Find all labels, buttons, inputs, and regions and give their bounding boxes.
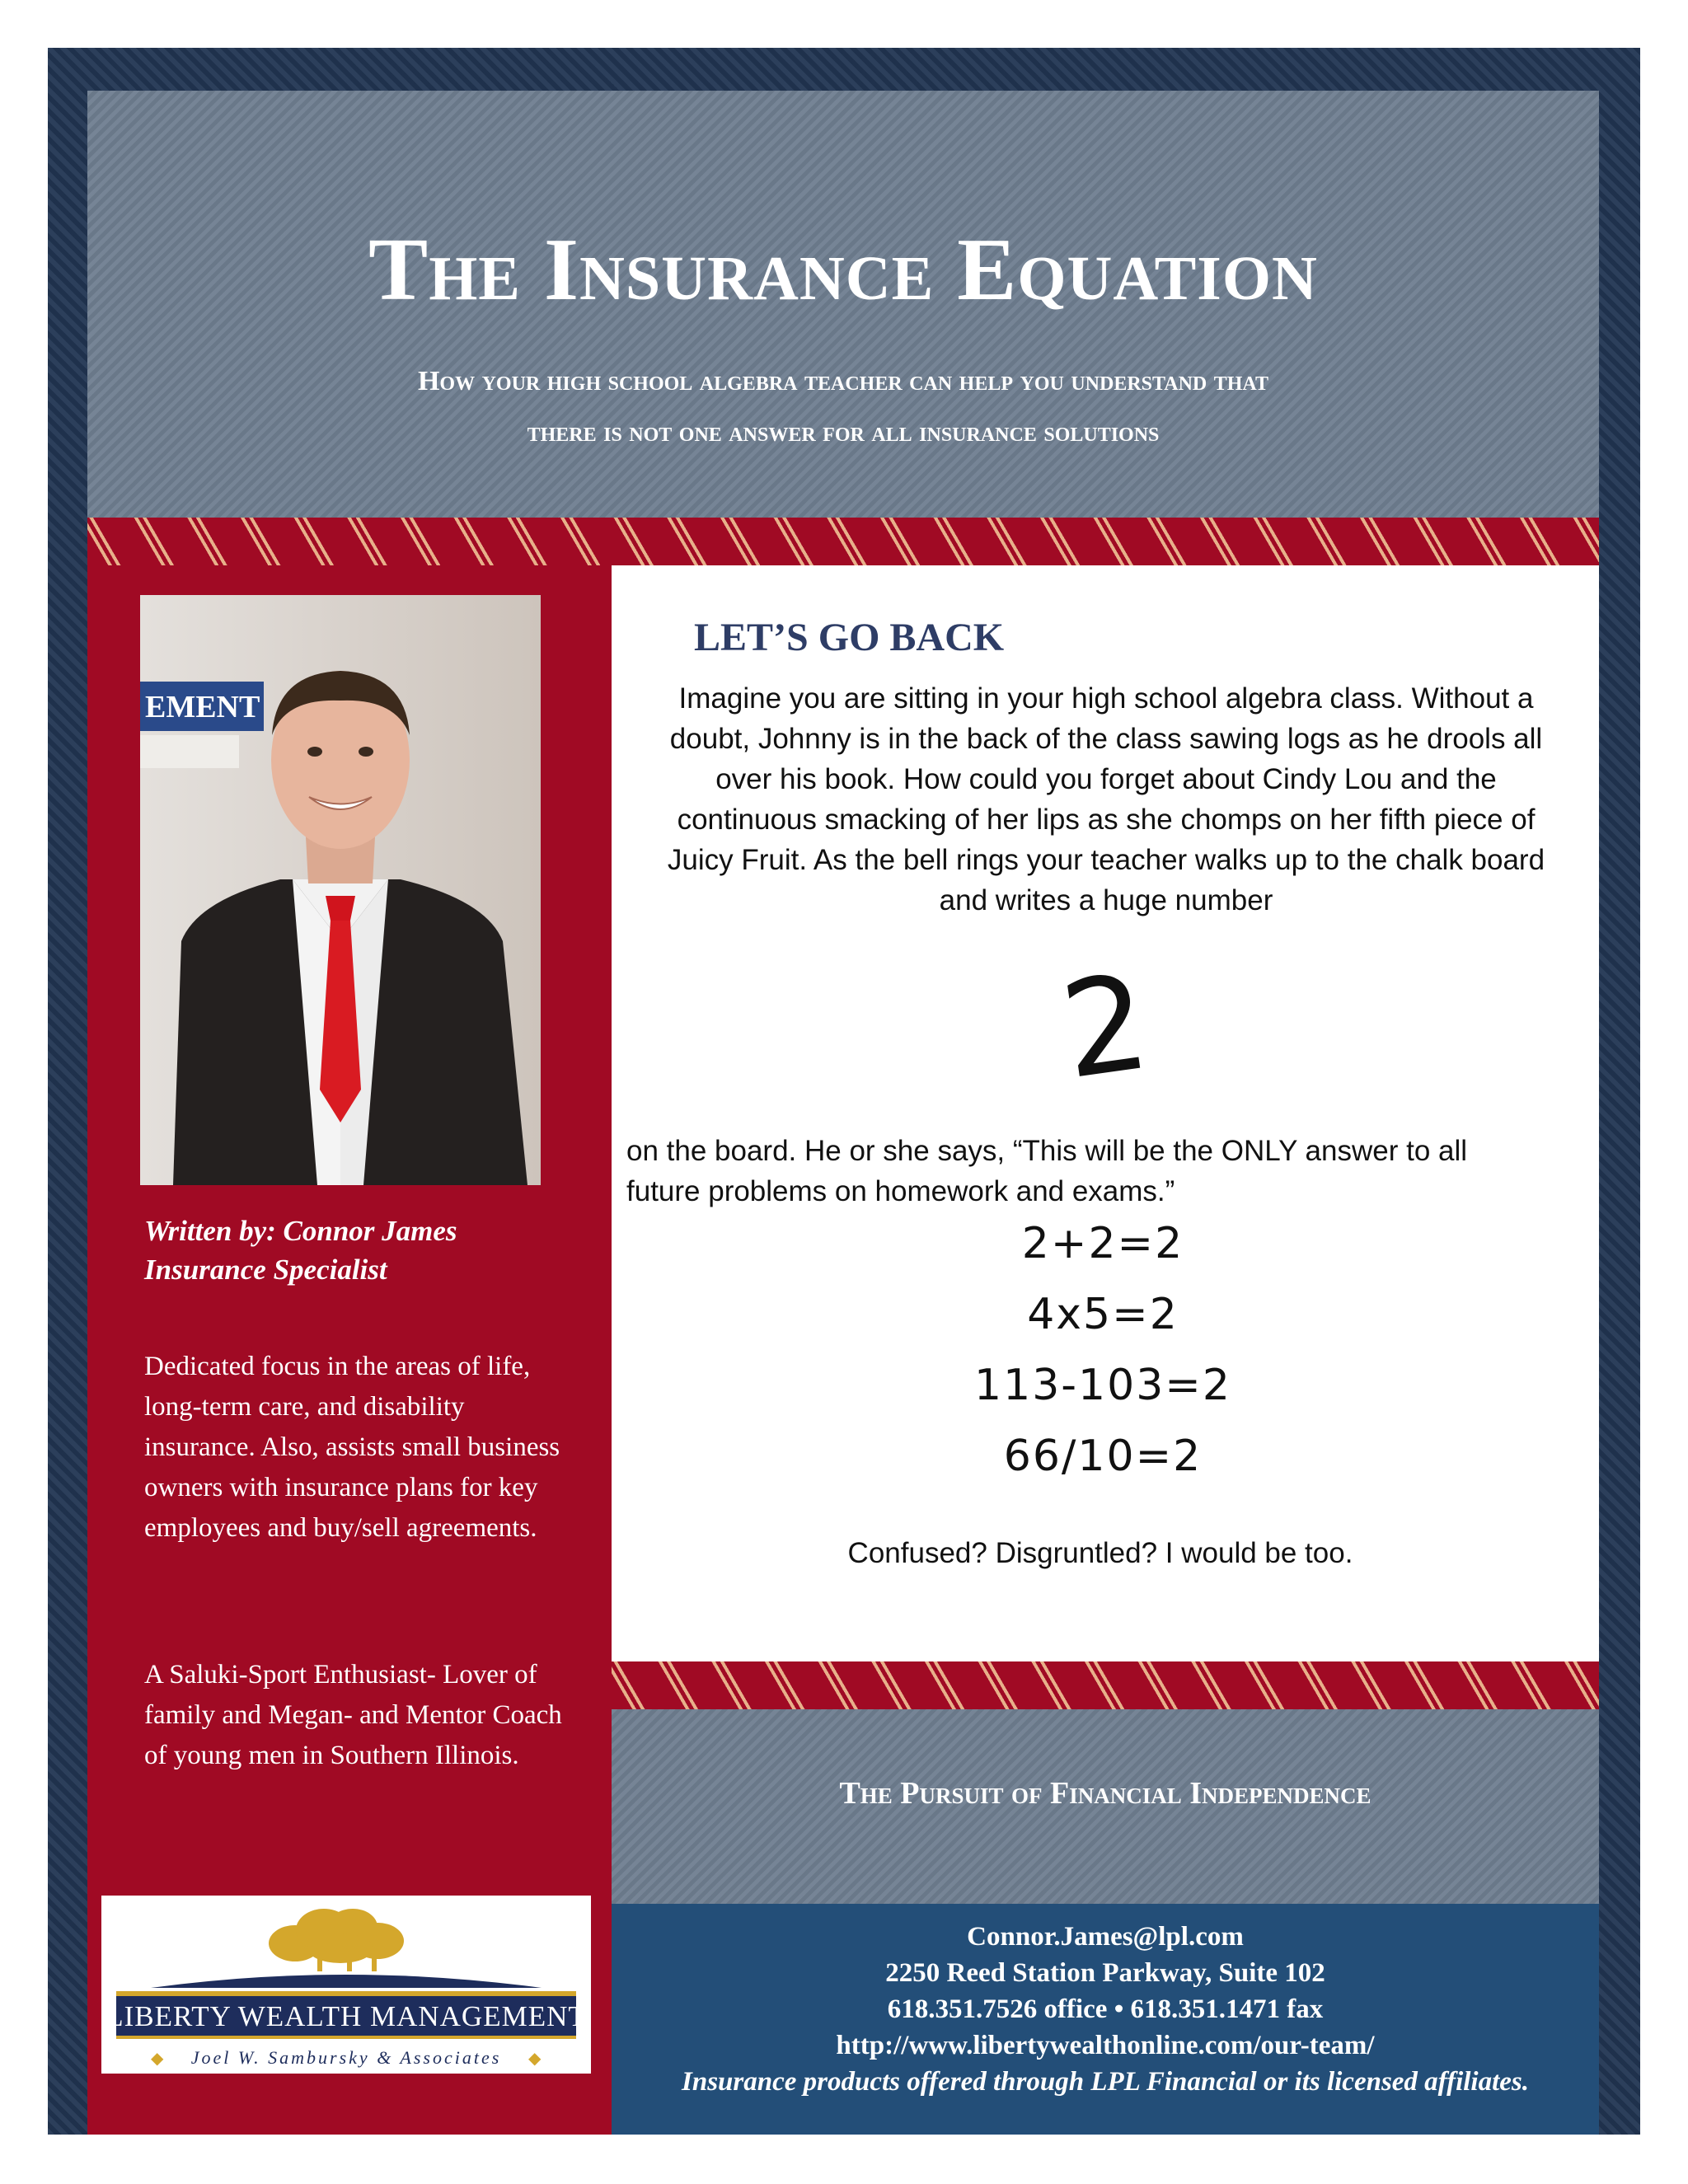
diamond-icon: ◆ bbox=[528, 2050, 542, 2068]
contact-url[interactable]: http://www.libertywealthonline.com/our-team/ bbox=[836, 2031, 1375, 2060]
contact-address: 2250 Reed Station Parkway, Suite 102 bbox=[885, 1958, 1325, 1988]
big-number: 2 bbox=[1053, 944, 1158, 1109]
intro-line: over his book. How could you forget about Cindy Lou and the bbox=[715, 763, 1497, 795]
company-logo bbox=[101, 1896, 591, 2074]
intro-line: continuous smacking of her lips as she chomps on her fifth piece of bbox=[677, 804, 1536, 836]
bio-paragraph: A Saluki-Sport Enthusiast- Lover of family and Megan- and Mentor Coach of young men in Southern Illinois. bbox=[144, 1660, 562, 1770]
author-byline bbox=[144, 1212, 556, 1289]
intro-line: and writes a huge number bbox=[939, 884, 1273, 916]
article-intro bbox=[628, 678, 1584, 921]
tagline: The Pursuit of Financial Independence bbox=[839, 1776, 1372, 1811]
intro-line: doubt, Johnny is in the back of the class sawing logs as he drools all bbox=[669, 723, 1543, 755]
tagline-band bbox=[612, 1709, 1599, 1904]
author-name: Written by: Connor James bbox=[144, 1215, 457, 1247]
author-role: Insurance Specialist bbox=[144, 1254, 387, 1286]
logo-tagline: Joel W. Sambursky & Associates bbox=[190, 2047, 502, 2068]
continuation-line: on the board. He or she says, “This will be the ONLY answer to all bbox=[626, 1135, 1468, 1167]
continuation-line: future problems on homework and exams.” bbox=[626, 1175, 1175, 1207]
decorative-stripe-bottom bbox=[612, 1661, 1599, 1709]
contact-disclaimer: Insurance products offered through LPL Financial or its licensed affiliates. bbox=[682, 2067, 1529, 2097]
subtitle-line: How your high school algebra teacher can help you understand that bbox=[417, 366, 1268, 396]
contact-email[interactable]: Connor.James@lpl.com bbox=[967, 1922, 1244, 1952]
header-banner bbox=[87, 91, 1599, 518]
diamond-icon: ◆ bbox=[151, 2050, 164, 2068]
decorative-stripe-top bbox=[87, 518, 1599, 565]
page-title: The Insurance Equation bbox=[368, 221, 1318, 319]
photo-sign-text: EMENT bbox=[145, 690, 260, 724]
equation: 66/10=2 bbox=[1003, 1432, 1203, 1481]
article-panel bbox=[612, 565, 1599, 1661]
equation: 4x5=2 bbox=[1027, 1290, 1179, 1339]
intro-line: Juicy Fruit. As the bell rings your teacher walks up to the chalk board bbox=[667, 844, 1545, 876]
contact-block bbox=[612, 1904, 1599, 2135]
logo-name: LIBERTY WEALTH MANAGEMENT bbox=[106, 2000, 587, 2032]
tree-icon bbox=[269, 1909, 404, 1971]
subtitle-line: there is not one answer for all insurance solutions bbox=[527, 417, 1160, 448]
article-closing: Confused? Disgruntled? I would be too. bbox=[847, 1537, 1353, 1569]
author-photo bbox=[140, 595, 541, 1185]
equation-list bbox=[659, 1208, 1546, 1492]
intro-line: Imagine you are sitting in your high school algebra class. Without a bbox=[678, 682, 1534, 715]
bio-paragraph: Dedicated focus in the areas of life, long-term care, and disability insurance. Also, assists small business owners with insurance plans for key employees and buy/sell agreements. bbox=[144, 1352, 560, 1543]
page-subtitle bbox=[137, 356, 1550, 458]
article-heading: LET’S GO BACK bbox=[694, 616, 1005, 659]
contact-phones: 618.351.7526 office • 618.351.1471 fax bbox=[887, 1994, 1324, 2024]
article-continuation bbox=[626, 1131, 1533, 1212]
equation: 2+2=2 bbox=[1021, 1219, 1184, 1268]
equation: 113-103=2 bbox=[974, 1361, 1231, 1410]
